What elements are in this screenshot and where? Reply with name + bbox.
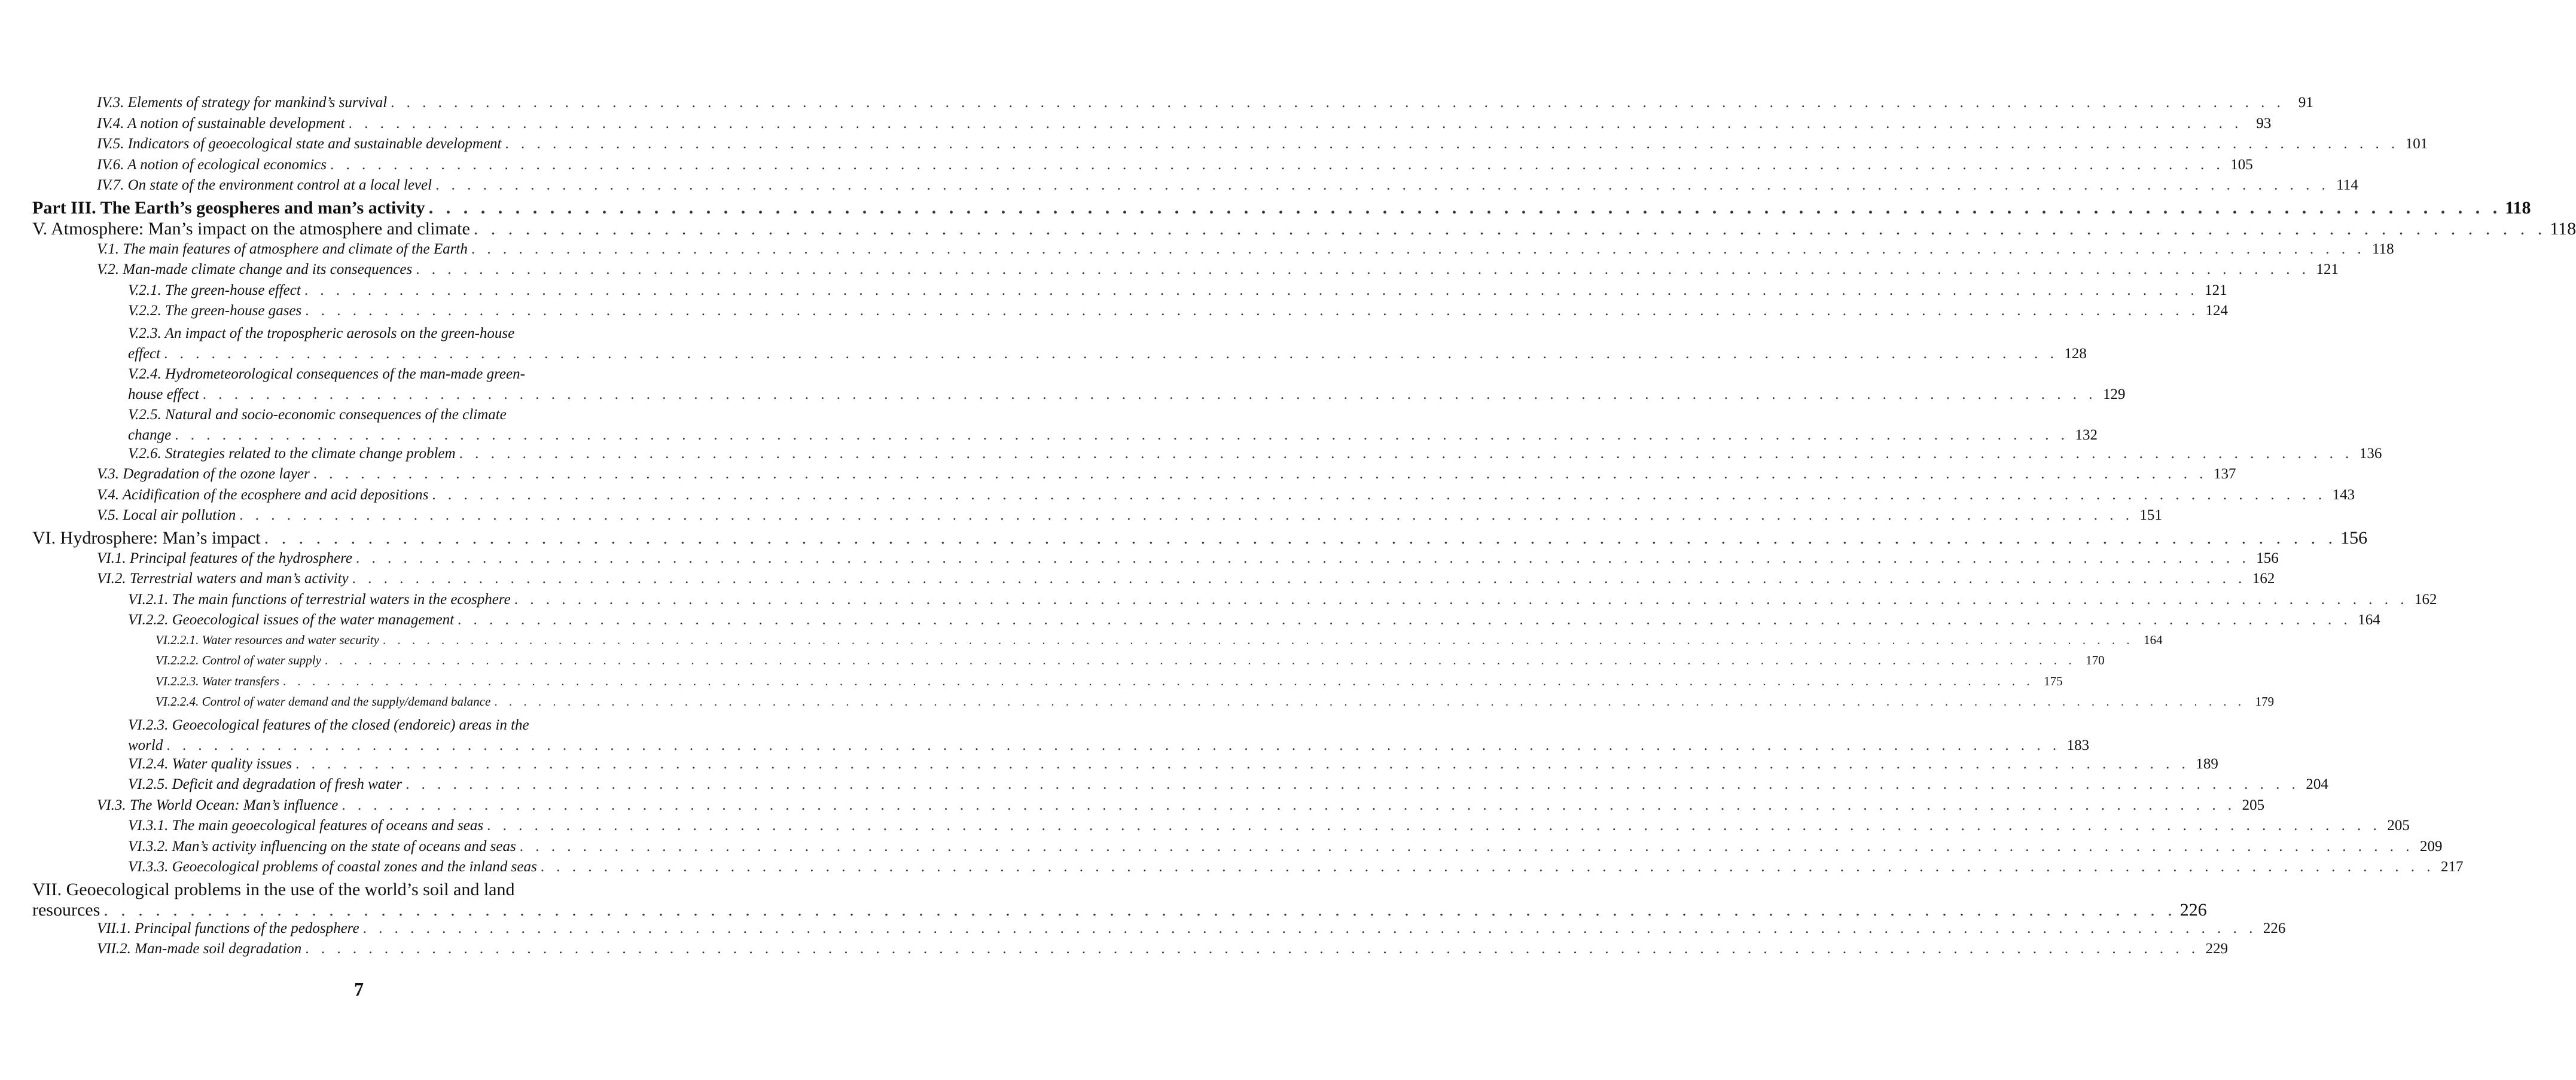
toc-entry <box>97 941 2229 962</box>
toc-entry <box>156 694 2275 715</box>
dot-leader: . . . . . . . . . . . . . . . . . . . . . . . . . . . . . . . . . . . . . . . . . . . . . . . . . . . . . . . . . . . . . . . . . . . . . . . . . . . . . . . . . . . . . . . . . . . . . . . . . . . . . . . . . . . . . . . . . . . . . . . . <box>330 156 2224 173</box>
dot-leader: . . . . . . . . . . . . . . . . . . . . . . . . . . . . . . . . . . . . . . . . . . . . . . . . . . . . . . . . . . . . . . . . . . . . . . . . . . . . . . . . . . . . . . . . . . . . . . . . . . . . . . . . . . . . . . . . . . . . . . . . <box>471 240 2365 257</box>
toc-entry-title: IV.7. On state of the environment control at a local level <box>97 177 432 193</box>
toc-page-number: 143 <box>2332 486 2355 503</box>
dot-leader: . . . . . . . . . . . . . . . . . . . . . . . . . . . . . . . . . . . . . . . . . . . . . . . . . . . . . . . . . . . . . . . . . . . . . . . . . . . . . . . . . . . . . . . . . . . . . . . . . . . . . . . . . . . . . . . . . . . . . . . . <box>202 386 2097 402</box>
toc-entry-title: V.2.6. Strategies related to the climate change problem <box>128 445 456 462</box>
toc-page-number: 204 <box>2306 776 2328 792</box>
toc-entry <box>128 715 2090 756</box>
toc-entry-title: V.2.3. An impact of the tropospheric aerosols on the green-house <box>128 325 515 341</box>
dot-leader: . . . . . . . . . . . . . . . . . . . . . . . . . . . . . . . . . . . . . . . . . . . . . . . . . . . . . . . . . . . . . . . . . . . . . . . . . . . . . . . . . . . . . . . . . . . . . . . . . . . . . . . . . . . . . . . . . . . . . . . . <box>352 570 2246 587</box>
dot-leader: . . . . . . . . . . . . . . . . . . . . . . . . . . . . . . . . . . . . . . . . . . . . . . . . . . . . . . . . . . . . . . . . . . . . . . . . . . . . . . . . . . . . . . . . . . . . . . . . . . . . . . . . . . . . . . . . . . . . . . . . <box>282 673 2034 688</box>
toc-page-number: 105 <box>2230 156 2253 173</box>
toc-entry <box>128 364 2126 405</box>
toc-entry <box>156 673 2063 695</box>
toc-entry-title: VI.2.5. Deficit and degradation of fresh water <box>128 776 403 792</box>
toc-page-number: 164 <box>2144 632 2163 647</box>
toc-entry-title: IV.6. A notion of ecological economics <box>97 156 327 173</box>
toc-entry <box>128 859 2464 880</box>
toc-page-number: 205 <box>2242 797 2265 813</box>
table-of-contents <box>32 94 2576 962</box>
dot-leader: . . . . . . . . . . . . . . . . . . . . . . . . . . . . . . . . . . . . . . . . . . . . . . . . . . . . . . . . . . . . . . . . . . . . . . . . . . . . . . . . . . . . . . . . . . . . . . . . . . . . . . . . . . . . . . . . . . . . . . . . <box>362 920 2257 936</box>
toc-page-number: 137 <box>2214 466 2236 482</box>
toc-page-number: 91 <box>2298 94 2313 111</box>
dot-leader: . . . . . . . . . . . . . . . . . . . . . . . . . . . . . . . . . . . . . . . . . . . . . . . . . . . . . . . . . . . . . . . . . . . . . . . . . . . . . . . . . . . . . . . . . . . . . . . . . . . . . . . . . . . . . . . . . . . . . . . . <box>175 426 2069 443</box>
toc-page-number: 118 <box>2505 197 2531 218</box>
toc-entry-title: V.2. Man-made climate change and its consequences <box>97 261 413 277</box>
toc-page-number: 118 <box>2550 218 2576 239</box>
toc-entry-title: house effect <box>128 386 199 402</box>
toc-page-number: 128 <box>2064 345 2087 362</box>
dot-leader: . . . . . . . . . . . . . . . . . . . . . . . . . . . . . . . . . . . . . . . . . . . . . . . . . . . . . . . . . . . . . . . . . . . . . . . . . . . . . . . . . . . . . . . . . . . . . . . . . . . . . . . . . . . . . . . . . . . . . . . . <box>305 303 2199 319</box>
toc-page-number: 209 <box>2419 838 2443 855</box>
toc-entry-title: VI.2.2. Geoecological issues of the water management <box>128 612 455 628</box>
toc-entry <box>32 218 2576 241</box>
toc-entry-title: VI.2. Terrestrial waters and man’s activity <box>97 570 349 587</box>
toc-page-number: 136 <box>2359 445 2382 462</box>
toc-entry-title: VII.1. Principal functions of the pedosphere <box>97 920 359 936</box>
dot-leader: . . . . . . . . . . . . . . . . . . . . . . . . . . . . . . . . . . . . . . . . . . . . . . . . . . . . . . . . . . . . . . . . . . . . . . . . . . . . . . . . . . . . . . . . . . . . . . . . . . . . . . . . . . . . . . . . . . . . . . . . <box>406 776 2300 792</box>
toc-entry-title: VI.1. Principal features of the hydrosphere <box>97 550 353 566</box>
toc-entry-title: VI.2.3. Geoecological features of the closed (endoreic) areas in the <box>128 716 529 733</box>
toc-entry-title: world <box>128 737 163 753</box>
dot-leader: . . . . . . . . . . . . . . . . . . . . . . . . . . . . . . . . . . . . . . . . . . . . . . . . . . . . . . . . . . . . . . . . . . . . . . . . . . . . . . . . . . . . . . . . . . . . . . . . . . . . . . . . . . . . . . . . . . . . . . . . <box>324 653 2076 667</box>
toc-entry <box>97 466 2236 487</box>
toc-entry-title: VI.3.2. Man’s activity influencing on the state of oceans and seas <box>128 838 516 855</box>
toc-entry-title: VI.3.3. Geoecological problems of coastal zones and the inland seas <box>128 859 537 875</box>
toc-entry-title: VI.2.2.4. Control of water demand and the supply/demand balance <box>156 694 491 709</box>
toc-entry-title: Part III. The Earth’s geospheres and man’s activity <box>32 197 425 218</box>
toc-entry-title: VII.2. Man-made soil degradation <box>97 941 302 957</box>
toc-entry-title: VI.3.1. The main geoecological features of oceans and seas <box>128 817 484 834</box>
toc-page-number: 183 <box>2066 737 2090 753</box>
toc-entry-title: resources <box>32 899 100 920</box>
toc-entry-title: VI. Hydrosphere: Man’s impact <box>32 527 261 548</box>
toc-page-number: 175 <box>2044 673 2063 688</box>
toc-entry-title: V.5. Local air pollution <box>97 507 236 523</box>
toc-entry <box>97 94 2313 115</box>
toc-page-number: 226 <box>2179 899 2207 920</box>
toc-entry-title: V. Atmosphere: Man’s impact on the atmosphere and climate <box>32 218 470 239</box>
dot-leader: . . . . . . . . . . . . . . . . . . . . . . . . . . . . . . . . . . . . . . . . . . . . . . . . . . . . . . . . . . . . . . . . . . . . . . . . . . . . . . . . . . . . . . . . . . . . . . . . . . . . . . . . . . . . . . . . . . . . . . . . <box>458 612 2352 628</box>
toc-entry <box>128 776 2328 797</box>
toc-entry <box>128 755 2218 777</box>
dot-leader: . . . . . . . . . . . . . . . . . . . . . . . . . . . . . . . . . . . . . . . . . . . . . . . . . . . . . . . . . . . . . . . . . . . . . . . . . . . . . . . . . . . . . . . . . . . . . . . . . . . . . . . . . . . . . . . . . . . . . . . . <box>505 136 2400 152</box>
toc-entry <box>97 156 2253 178</box>
toc-entry <box>32 879 2207 920</box>
toc-page-number: 93 <box>2256 115 2272 132</box>
toc-page-number: 229 <box>2205 941 2229 957</box>
toc-entry-title: change <box>128 426 172 443</box>
dot-leader: . . . . . . . . . . . . . . . . . . . . . . . . . . . . . . . . . . . . . . . . . . . . . . . . . . . . . . . . . . . . . . . . . . . . . . . . . . . . . . . . . . . . . . . . . . . . . . . . . . . . . . . . . . . . . . . . . . . . . . . . <box>487 817 2381 834</box>
toc-entry-title: IV.4. A notion of sustainable development <box>97 115 345 132</box>
toc-page-number: 156 <box>2340 527 2368 548</box>
toc-entry-title: V.4. Acidification of the ecosphere and acid depositions <box>97 486 429 503</box>
toc-entry <box>128 405 2098 446</box>
toc-page-number: 101 <box>2405 136 2428 152</box>
toc-entry <box>97 507 2162 528</box>
toc-entry <box>97 177 2358 198</box>
toc-entry <box>97 261 2339 282</box>
toc-entry-title: V.3. Degradation of the ozone layer <box>97 466 310 482</box>
dot-leader: . . . . . . . . . . . . . . . . . . . . . . . . . . . . . . . . . . . . . . . . . . . . . . . . . . . . . . . . . . . . . . . . . . . . . . . . . . . . . . . . . . . . . . . . . . . . . . . . . . . . . . . . . . . . . . . . . . . . . . . . <box>435 177 2330 193</box>
toc-entry-title: VI.2.2.3. Water transfers <box>156 673 279 688</box>
toc-entry <box>97 136 2428 157</box>
dot-leader: . . . . . . . . . . . . . . . . . . . . . . . . . . . . . . . . . . . . . . . . . . . . . . . . . . . . . . . . . . . . . . . . . . . . . . . . . . . . . . . . . . . . . . . . . . . . . . . . . . . . . . . . . . . . . . . . . . . . . . . . <box>416 261 2310 277</box>
toc-entry <box>97 570 2275 591</box>
toc-entry-title: VII. Geoecological problems in the use of the world’s soil and land <box>32 879 515 899</box>
dot-leader: . . . . . . . . . . . . . . . . . . . . . . . . . . . . . . . . . . . . . . . . . . . . . . . . . . . . . . . . . . . . . . . . . . . . . . . . . . . . . . . . . . . . . . . . . . . . . . . . . . . . . . . . . . . . . . . . . . . . . . . . <box>382 632 2134 647</box>
toc-entry <box>32 527 2368 550</box>
toc-entry <box>128 838 2443 859</box>
page-number: 7 <box>354 978 364 1000</box>
toc-page-number: 226 <box>2263 920 2286 936</box>
dot-leader: . . . . . . . . . . . . . . . . . . . . . . . . . . . . . . . . . . . . . . . . . . . . . . . . . . . . . . . . . . . . . . . . . . . . . . . . . . . . . . . . . . . . . . . . . . . . . . . . . . . . . . . . . . . . . . . . . . . . . . . . <box>514 591 2409 608</box>
toc-page-number: 121 <box>2205 282 2227 298</box>
toc-page-number: 118 <box>2372 240 2394 257</box>
dot-leader: . . . . . . . . . . . . . . . . . . . . . . . . . . . . . . . . . . . . . . . . . . . . . . . . . . . . . . . . . . . . . . . . . . . . . . . . . . . . . . . . . . . . . . . . . . . . . . . . . . . . . . . . . . . . . . . . . . . . . . . . <box>239 507 2133 523</box>
dot-leader: . . . . . . . . . . . . . . . . . . . . . . . . . . . . . . . . . . . . . . . . . . . . . . . . . . . . . . . . . . . . . . . . . . . . . . . . . . . . . . . . . . . . . . . . . . . . . . . . . . . . . . . . . . . . . . . . . . . . . . . . <box>342 797 2236 813</box>
dot-leader: . . . . . . . . . . . . . . . . . . . . . . . . . . . . . . . . . . . . . . . . . . . . . . . . . . . . . . . . . . . . . . . . . . . . . . . . . . . . . . . . . . . . . . . . . . . . . . . . . . . . . . . . . . . . . . . . . . . . . . . . <box>103 899 2176 920</box>
toc-entry-title: IV.3. Elements of strategy for mankind’s survival <box>97 94 388 111</box>
dot-leader: . . . . . . . . . . . . . . . . . . . . . . . . . . . . . . . . . . . . . . . . . . . . . . . . . . . . . . . . . . . . . . . . . . . . . . . . . . . . . . . . . . . . . . . . . . . . . . . . . . . . . . . . . . . . . . . . . . . . . . . . <box>473 218 2547 239</box>
toc-page-number: 162 <box>2415 591 2437 608</box>
dot-leader: . . . . . . . . . . . . . . . . . . . . . . . . . . . . . . . . . . . . . . . . . . . . . . . . . . . . . . . . . . . . . . . . . . . . . . . . . . . . . . . . . . . . . . . . . . . . . . . . . . . . . . . . . . . . . . . . . . . . . . . . <box>432 486 2327 503</box>
toc-entry <box>156 632 2163 654</box>
toc-entry <box>156 653 2105 674</box>
toc-entry-title: VI.2.2.1. Water resources and water security <box>156 632 379 647</box>
toc-page-number: 162 <box>2252 570 2275 587</box>
dot-leader: . . . . . . . . . . . . . . . . . . . . . . . . . . . . . . . . . . . . . . . . . . . . . . . . . . . . . . . . . . . . . . . . . . . . . . . . . . . . . . . . . . . . . . . . . . . . . . . . . . . . . . . . . . . . . . . . . . . . . . . . <box>313 466 2208 482</box>
toc-page-number: 164 <box>2358 612 2380 628</box>
toc-entry <box>97 240 2394 262</box>
dot-leader: . . . . . . . . . . . . . . . . . . . . . . . . . . . . . . . . . . . . . . . . . . . . . . . . . . . . . . . . . . . . . . . . . . . . . . . . . . . . . . . . . . . . . . . . . . . . . . . . . . . . . . . . . . . . . . . . . . . . . . . . <box>519 838 2414 855</box>
toc-page-number: 156 <box>2256 550 2279 566</box>
toc-entry-title: VI.2.1. The main functions of terrestrial waters in the ecosphere <box>128 591 511 608</box>
toc-page-number: 179 <box>2255 694 2275 709</box>
dot-leader: . . . . . . . . . . . . . . . . . . . . . . . . . . . . . . . . . . . . . . . . . . . . . . . . . . . . . . . . . . . . . . . . . . . . . . . . . . . . . . . . . . . . . . . . . . . . . . . . . . . . . . . . . . . . . . . . . . . . . . . . <box>164 345 2058 362</box>
toc-entry <box>32 197 2531 219</box>
toc-entry <box>128 445 2382 466</box>
dot-leader: . . . . . . . . . . . . . . . . . . . . . . . . . . . . . . . . . . . . . . . . . . . . . . . . . . . . . . . . . . . . . . . . . . . . . . . . . . . . . . . . . . . . . . . . . . . . . . . . . . . . . . . . . . . . . . . . . . . . . . . . <box>540 859 2435 875</box>
toc-page-number: 121 <box>2316 261 2339 277</box>
toc-entry <box>128 612 2380 633</box>
dot-leader: . . . . . . . . . . . . . . . . . . . . . . . . . . . . . . . . . . . . . . . . . . . . . . . . . . . . . . . . . . . . . . . . . . . . . . . . . . . . . . . . . . . . . . . . . . . . . . . . . . . . . . . . . . . . . . . . . . . . . . . . <box>348 115 2243 132</box>
dot-leader: . . . . . . . . . . . . . . . . . . . . . . . . . . . . . . . . . . . . . . . . . . . . . . . . . . . . . . . . . . . . . . . . . . . . . . . . . . . . . . . . . . . . . . . . . . . . . . . . . . . . . . . . . . . . . . . . . . . . . . . . <box>305 941 2200 957</box>
toc-entry <box>128 591 2437 612</box>
toc-page-number: 170 <box>2086 653 2105 667</box>
dot-leader: . . . . . . . . . . . . . . . . . . . . . . . . . . . . . . . . . . . . . . . . . . . . . . . . . . . . . . . . . . . . . . . . . . . . . . . . . . . . . . . . . . . . . . . . . . . . . . . . . . . . . . . . . . . . . . . . . . . . . . . . <box>295 755 2190 772</box>
toc-page-number: 189 <box>2196 755 2218 772</box>
toc-entry <box>128 282 2227 303</box>
toc-page-number: 132 <box>2075 426 2098 443</box>
toc-entry <box>97 920 2286 941</box>
toc-entry-title: VI.3. The World Ocean: Man’s influence <box>97 797 339 813</box>
dot-leader: . . . . . . . . . . . . . . . . . . . . . . . . . . . . . . . . . . . . . . . . . . . . . . . . . . . . . . . . . . . . . . . . . . . . . . . . . . . . . . . . . . . . . . . . . . . . . . . . . . . . . . . . . . . . . . . . . . . . . . . . <box>166 737 2061 753</box>
toc-entry <box>97 797 2265 818</box>
toc-page-number: 151 <box>2139 507 2162 523</box>
toc-entry <box>97 115 2272 136</box>
toc-page-number: 217 <box>2440 859 2464 875</box>
dot-leader: . . . . . . . . . . . . . . . . . . . . . . . . . . . . . . . . . . . . . . . . . . . . . . . . . . . . . . . . . . . . . . . . . . . . . . . . . . . . . . . . . . . . . . . . . . . . . . . . . . . . . . . . . . . . . . . . . . . . . . . . <box>428 197 2502 218</box>
toc-entry-title: VI.2.2.2. Control of water supply <box>156 653 321 667</box>
toc-entry <box>97 550 2279 571</box>
toc-page-number: 124 <box>2205 303 2228 319</box>
toc-entry-title: IV.5. Indicators of geoecological state and sustainable development <box>97 136 502 152</box>
dot-leader: . . . . . . . . . . . . . . . . . . . . . . . . . . . . . . . . . . . . . . . . . . . . . . . . . . . . . . . . . . . . . . . . . . . . . . . . . . . . . . . . . . . . . . . . . . . . . . . . . . . . . . . . . . . . . . . . . . . . . . . . <box>494 694 2246 709</box>
toc-entry <box>97 486 2355 508</box>
toc-entry-title: V.2.2. The green-house gases <box>128 303 302 319</box>
dot-leader: . . . . . . . . . . . . . . . . . . . . . . . . . . . . . . . . . . . . . . . . . . . . . . . . . . . . . . . . . . . . . . . . . . . . . . . . . . . . . . . . . . . . . . . . . . . . . . . . . . . . . . . . . . . . . . . . . . . . . . . . <box>459 445 2354 462</box>
toc-entry-title: V.2.1. The green-house effect <box>128 282 301 298</box>
toc-entry-title: VI.2.4. Water quality issues <box>128 755 292 772</box>
dot-leader: . . . . . . . . . . . . . . . . . . . . . . . . . . . . . . . . . . . . . . . . . . . . . . . . . . . . . . . . . . . . . . . . . . . . . . . . . . . . . . . . . . . . . . . . . . . . . . . . . . . . . . . . . . . . . . . . . . . . . . . . <box>356 550 2250 566</box>
toc-page-number: 114 <box>2336 177 2358 193</box>
toc-entry-title: effect <box>128 345 161 362</box>
dot-leader: . . . . . . . . . . . . . . . . . . . . . . . . . . . . . . . . . . . . . . . . . . . . . . . . . . . . . . . . . . . . . . . . . . . . . . . . . . . . . . . . . . . . . . . . . . . . . . . . . . . . . . . . . . . . . . . . . . . . . . . . <box>264 527 2337 548</box>
toc-entry-title: V.2.5. Natural and socio-economic consequences of the climate <box>128 406 507 423</box>
toc-entry <box>128 303 2228 324</box>
toc-entry <box>128 324 2087 364</box>
toc-entry <box>128 817 2410 838</box>
toc-page-number: 205 <box>2387 817 2410 834</box>
toc-entry-title: V.2.4. Hydrometeorological consequences of the man-made green- <box>128 365 525 382</box>
toc-page-number: 129 <box>2102 386 2126 402</box>
toc-entry-title: V.1. The main features of atmosphere and climate of the Earth <box>97 240 468 257</box>
dot-leader: . . . . . . . . . . . . . . . . . . . . . . . . . . . . . . . . . . . . . . . . . . . . . . . . . . . . . . . . . . . . . . . . . . . . . . . . . . . . . . . . . . . . . . . . . . . . . . . . . . . . . . . . . . . . . . . . . . . . . . . . <box>304 282 2199 298</box>
dot-leader: . . . . . . . . . . . . . . . . . . . . . . . . . . . . . . . . . . . . . . . . . . . . . . . . . . . . . . . . . . . . . . . . . . . . . . . . . . . . . . . . . . . . . . . . . . . . . . . . . . . . . . . . . . . . . . . . . . . . . . . . <box>391 94 2285 111</box>
